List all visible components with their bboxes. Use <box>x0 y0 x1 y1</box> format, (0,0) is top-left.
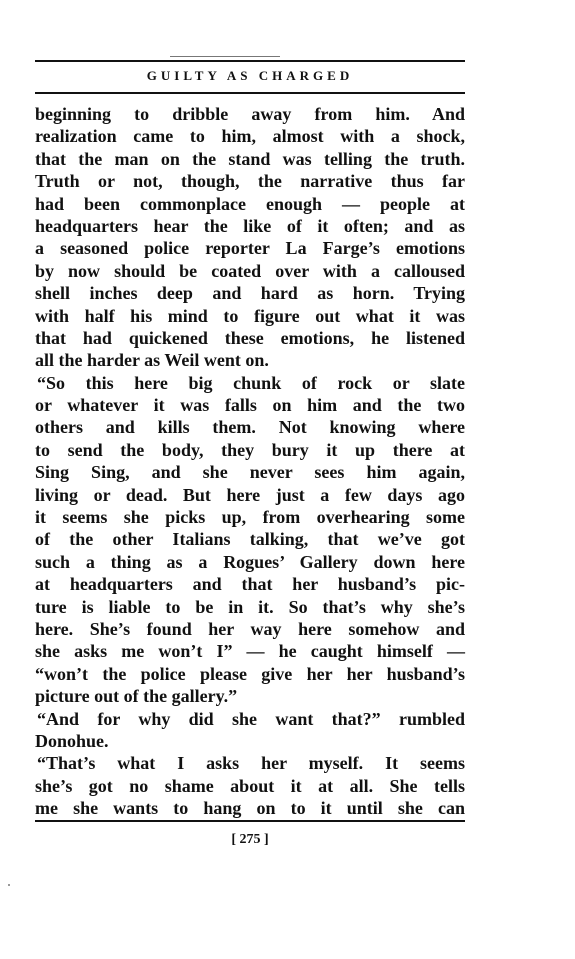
text-line: ture is liable to be in it. So that’s why she’s <box>35 596 465 617</box>
text-line: by now should be coated over with a calloused <box>35 260 465 281</box>
text-line: to send the body, they bury it up there at <box>35 439 465 460</box>
text-line: “That’s what I asks her myself. It seems <box>37 753 465 774</box>
text-line: realization came to him, almost with a shock, <box>35 126 465 147</box>
text-line: me she wants to hang on to it until she can <box>35 798 465 819</box>
text-line: shell inches deep and hard as horn. Trying <box>35 283 465 304</box>
text-line: “And for why did she want that?” rumbled <box>37 708 465 729</box>
header-rule <box>35 92 465 94</box>
text-line: others and kills them. Not knowing where <box>35 417 465 438</box>
top-rule <box>35 60 465 62</box>
text-line: living or dead. But here just a few days ago <box>35 484 465 505</box>
text-line: that the man on the stand was telling the truth. <box>35 148 465 169</box>
text-line: “So this here big chunk of rock or slate <box>37 372 465 393</box>
footer-rule <box>35 820 465 822</box>
text-line: at headquarters and that her husband’s pic- <box>35 574 465 595</box>
text-line: had been commonplace enough — people at <box>35 193 465 214</box>
text-line: Truth or not, though, the narrative thus far <box>35 171 465 192</box>
text-line: of the other Italians talking, that we’ve got <box>35 529 465 550</box>
text-line: picture out of the gallery.” <box>35 686 238 707</box>
text-line: Donohue. <box>35 730 109 751</box>
text-line: she asks me won’t I” — he caught himself — <box>35 641 465 662</box>
text-line: “won’t the police please give her her husband’s <box>35 663 465 684</box>
running-head: GUILTY AS CHARGED <box>146 68 354 83</box>
text-line: it seems she picks up, from overhearing some <box>35 507 465 528</box>
text-line: headquarters hear the like of it often; and as <box>35 215 465 236</box>
text-line: beginning to dribble away from him. And <box>35 104 465 124</box>
text-line: she’s got no shame about it at all. She tells <box>35 775 465 796</box>
text-line: such a thing as a Rogues’ Gallery down here <box>35 551 465 572</box>
body-text <box>35 103 465 820</box>
scan-speck <box>8 884 10 886</box>
text-line: that had quickened these emotions, he listened <box>35 327 465 348</box>
text-line: here. She’s found her way here somehow and <box>35 618 465 639</box>
text-line: a seasoned police reporter La Farge’s emotions <box>35 238 465 259</box>
page-number: [ 275 ] <box>231 832 269 847</box>
text-line: all the harder as Weil went on. <box>35 350 269 371</box>
top-faint-rule <box>170 56 280 57</box>
text-line: with half his mind to figure out what it was <box>35 305 465 326</box>
text-line: Sing Sing, and she never sees him again, <box>35 462 465 483</box>
text-line: or whatever it was falls on him and the two <box>35 395 465 416</box>
